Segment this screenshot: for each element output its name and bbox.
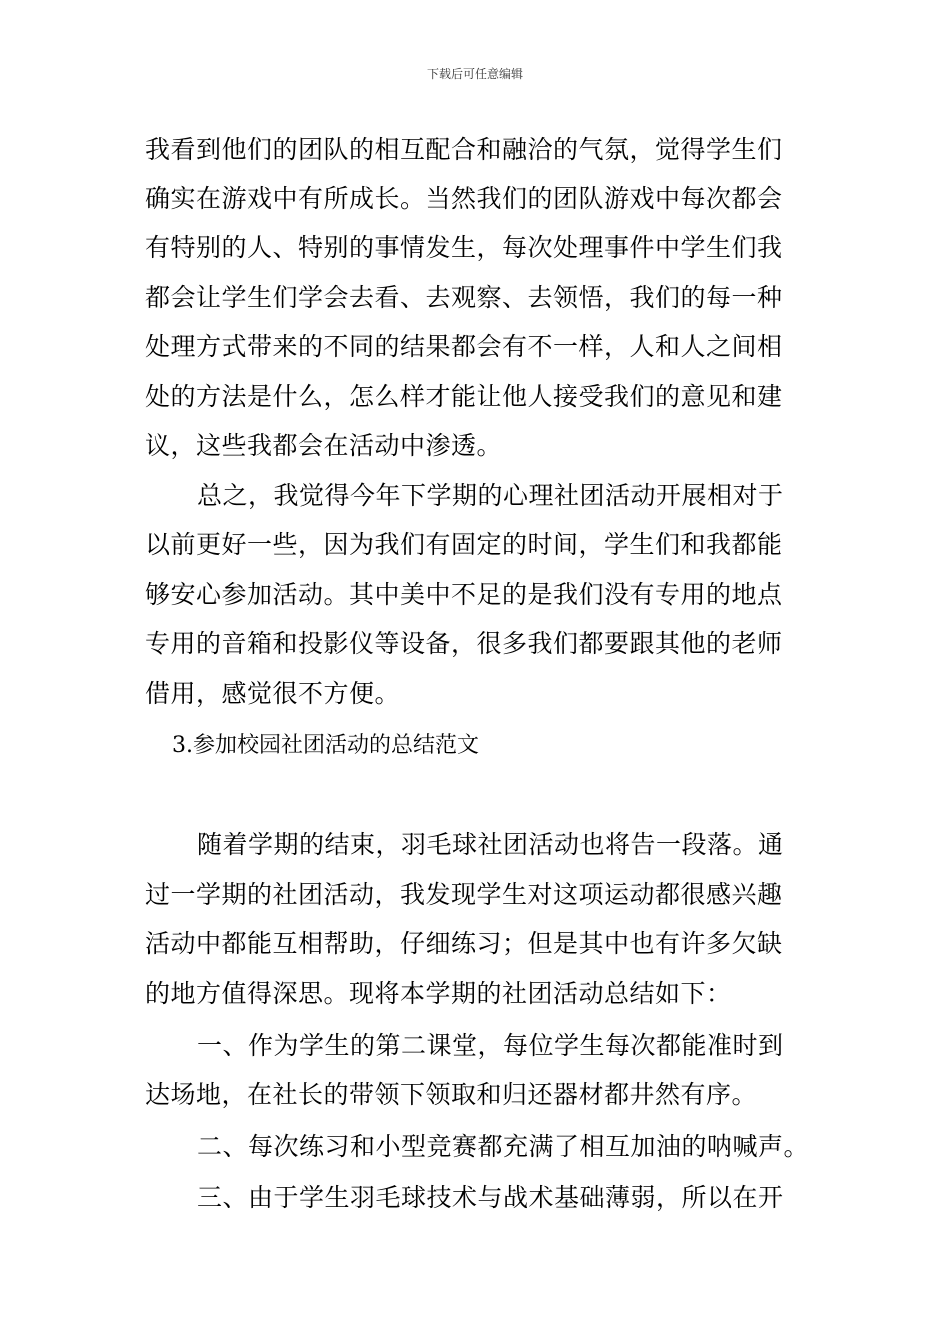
body-line: 过一学期的社团活动，我发现学生对这项运动都很感兴趣 <box>145 880 783 909</box>
body-line: 确实在游戏中有所成长。当然我们的团队游戏中每次都会 <box>145 184 783 213</box>
section-heading: 3.参加校园社团活动的总结范文 <box>172 733 479 758</box>
body-line: 三、由于学生羽毛球技术与战术基础薄弱，所以在开 <box>197 1183 784 1212</box>
body-line: 处理方式带来的不同的结果都会有不一样，人和人之间相 <box>145 332 783 361</box>
body-line: 专用的音箱和投影仪等设备，很多我们都要跟其他的老师 <box>145 629 783 658</box>
body-line: 一、作为学生的第二课堂，每位学生每次都能准时到 <box>197 1031 784 1060</box>
body-line: 议，这些我都会在活动中渗透。 <box>145 431 503 460</box>
body-line: 达场地，在社长的带领下领取和归还器材都井然有序。 <box>145 1080 758 1109</box>
body-line: 有特别的人、特别的事情发生，每次处理事件中学生们我 <box>145 233 783 262</box>
body-line: 都会让学生们学会去看、去观察、去领悟，我们的每一种 <box>145 283 783 312</box>
body-line: 够安心参加活动。其中美中不足的是我们没有专用的地点 <box>145 580 783 609</box>
body-line: 活动中都能互相帮助，仔细练习；但是其中也有许多欠缺 <box>145 929 783 958</box>
body-line: 借用，感觉很不方便。 <box>145 679 401 708</box>
body-line: 二、每次练习和小型竞赛都充满了相互加油的呐喊声。 <box>197 1132 810 1161</box>
body-line: 处的方法是什么，怎么样才能让他人接受我们的意见和建 <box>145 382 783 411</box>
body-line: 总之，我觉得今年下学期的心理社团活动开展相对于 <box>197 481 784 510</box>
body-line: 随着学期的结束，羽毛球社团活动也将告一段落。通 <box>197 830 784 859</box>
body-line: 以前更好一些，因为我们有固定的时间，学生们和我都能 <box>145 530 783 559</box>
body-line: 我看到他们的团队的相互配合和融洽的气氛，觉得学生们 <box>145 135 783 164</box>
page-header-note: 下载后可任意编辑 <box>426 67 523 81</box>
body-line: 的地方值得深思。现将本学期的社团活动总结如下： <box>145 979 732 1008</box>
